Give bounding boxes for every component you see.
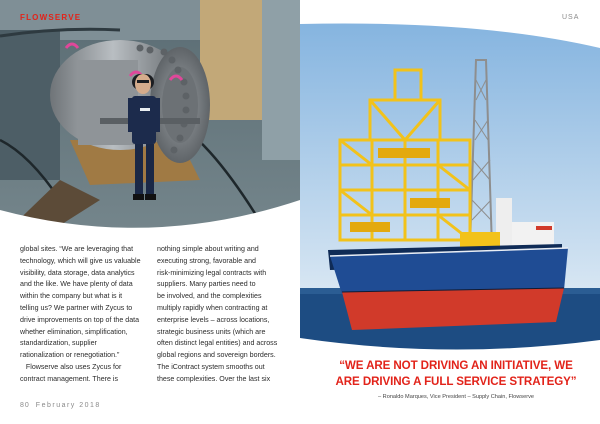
body-line: visibility, data storage, data analytics <box>20 268 135 277</box>
body-line: strategic business units (which are <box>157 327 266 336</box>
body-line: nothing simple about writing and <box>157 245 259 253</box>
body-line: within the company but what is it <box>20 292 123 301</box>
industrial-valve-photo-icon <box>0 0 300 238</box>
body-line: global sites. “We are leveraging that <box>20 245 134 253</box>
pull-quote-line: “WE ARE NOT DRIVING AN INITIATIVE, WE <box>339 359 573 372</box>
page-footer <box>20 402 101 409</box>
body-line: risk-minimizing legal contracts with <box>157 268 267 277</box>
issue-date: February 2018 <box>35 402 101 409</box>
brand-logo[interactable]: FLOWSERVE <box>20 13 82 22</box>
body-column-1 <box>20 244 152 386</box>
region-label: USA <box>562 14 580 21</box>
pull-quote-line: ARE DRIVING A FULL SERVICE STRATEGY” <box>335 375 577 388</box>
body-line: technology, which will give us valuable <box>20 256 141 265</box>
quote-attribution: – Ronaldo Marques, Vice President – Supply Chain, Flowserve <box>378 394 534 400</box>
body-line: whether elimination, simplification, <box>20 327 128 336</box>
page-number: 80 <box>20 402 30 409</box>
body-line: multiply rapidly when contracting at <box>157 303 268 312</box>
body-line: suppliers. Many parties need to <box>157 280 256 289</box>
body-line: executing strong, favorable and <box>157 256 256 265</box>
body-line: enterprise levels – across locations, <box>157 315 270 324</box>
body-line: these complexities. Over the last six <box>157 374 271 383</box>
body-line: drive improvements on top of the data <box>20 315 140 324</box>
body-line: rationalization or renegotiation.” <box>20 351 120 360</box>
body-line: The iContract system smooths out <box>157 362 265 371</box>
pull-quote <box>312 358 600 390</box>
body-line: contract management. There is <box>20 374 119 383</box>
body-line: often distinct legal entities) and across <box>157 339 278 348</box>
valve-worker-photo <box>0 0 300 238</box>
body-line: global regions and sovereign borders. <box>157 351 276 360</box>
fpso-ship-photo <box>300 0 600 360</box>
body-line: and the like. We have plenty of data <box>20 280 133 289</box>
fpso-oil-rig-photo-icon <box>300 0 600 360</box>
body-line: be involved, and the complexities <box>157 292 262 301</box>
body-column-2 <box>157 244 295 386</box>
body-line: standardization, supplier <box>20 339 97 348</box>
body-line: telling us? We partner with Zycus to <box>20 303 133 312</box>
body-line: Flowserve also uses Zycus for <box>20 362 122 371</box>
